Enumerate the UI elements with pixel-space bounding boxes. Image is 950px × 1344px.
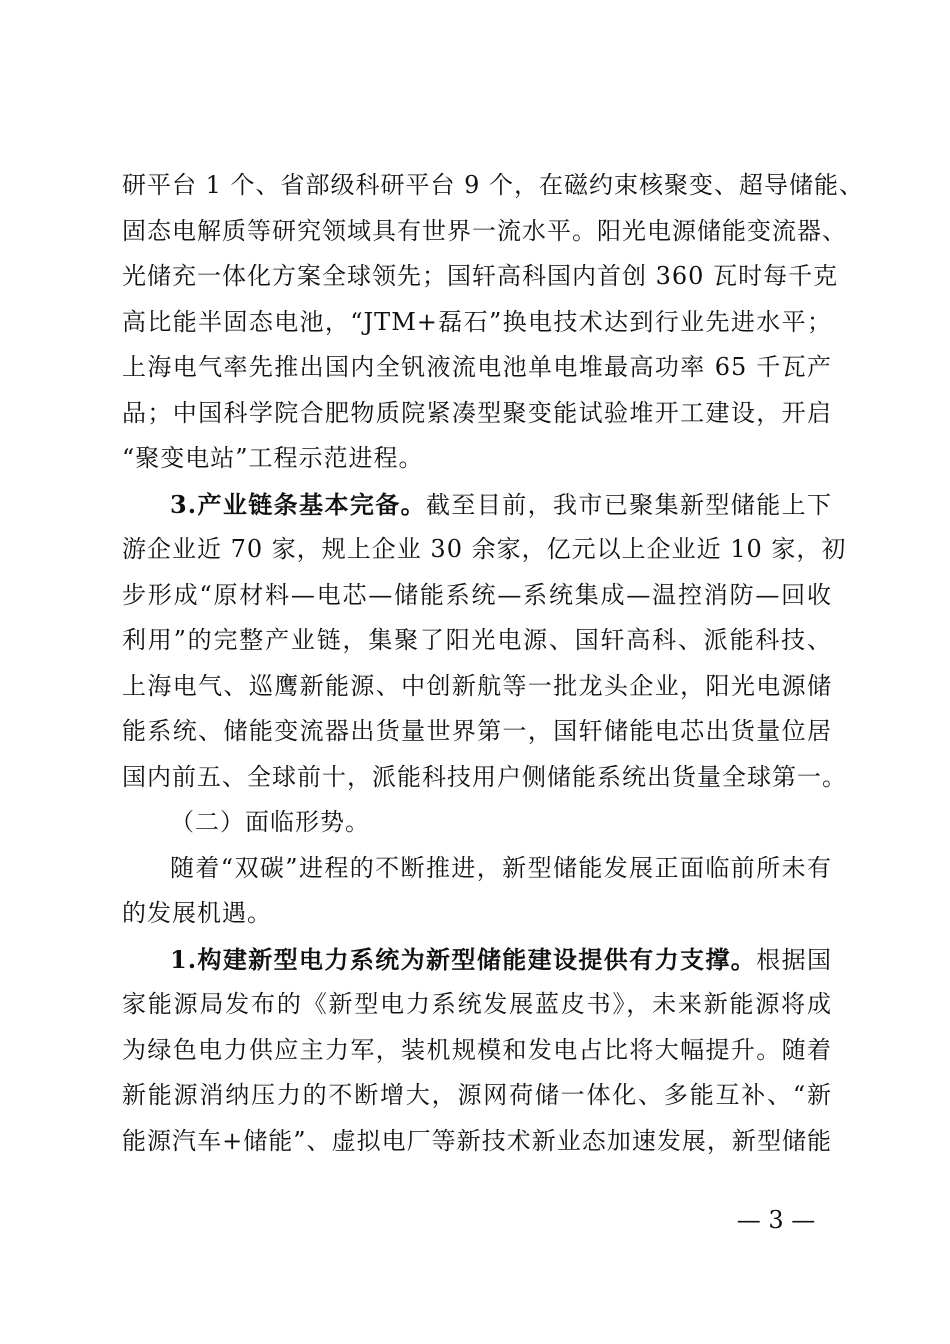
text-line: 固态电解质等研究领域具有世界一流水平。阳光电源储能变流器、: [122, 216, 847, 245]
paragraph-first-line: [122, 937, 832, 983]
text-line: 国内前五、全球前十，派能科技用户侧储能系统出货量全球第一。: [122, 762, 847, 791]
paragraph-lead-text: 截至目前，我市已聚集新型储能上下: [426, 490, 832, 519]
text-line: 光储充一体化方案全球领先；国轩高科国内首创 360 瓦时每千克: [122, 262, 839, 290]
text-line: “聚变电站”工程示范进程。: [122, 444, 424, 472]
text-line: 研平台 1 个、省部级科研平台 9 个，在磁约束核聚变、超导储能、: [122, 171, 865, 199]
text-line: 能系统、储能变流器出货量世界第一，国轩储能电芯出货量位居: [122, 717, 832, 745]
paragraph-heading: 3.产业链条基本完备。: [170, 489, 427, 519]
section-heading: （二）面临形势。: [170, 808, 370, 836]
text-line: 利用”的完整产业链，集聚了阳光电源、国轩高科、派能科技、: [122, 626, 832, 654]
text-line: 上海电气率先推出国内全钒液流电池单电堆最高功率 65 千瓦产: [122, 353, 832, 381]
paragraph-first-line: 随着“双碳”进程的不断推进，新型储能发展正面临前所未有: [170, 853, 832, 882]
text-line: 上海电气、巡鹰新能源、中创新航等一批龙头企业，阳光电源储: [122, 671, 832, 700]
text-line: 为绿色电力供应主力军，装机规模和发电占比将大幅提升。随着: [122, 1035, 832, 1064]
text-line: 新能源消纳压力的不断增大，源网荷储一体化、多能互补、“新: [122, 1081, 832, 1109]
text-line: 品；中国科学院合肥物质院紧凑型聚变能试验堆开工建设，开启: [122, 398, 832, 427]
page-number: — 3 —: [736, 1206, 816, 1234]
paragraph-lead-text: 根据国: [756, 945, 832, 974]
paragraph-first-line: [122, 482, 832, 528]
text-line: 能源汽车+储能”、虚拟电厂等新技术新业态加速发展，新型储能: [122, 1126, 832, 1155]
text-line: 的发展机遇。: [122, 899, 272, 927]
body-text: [122, 163, 865, 1164]
text-line: 步形成“原材料—电芯—储能系统—系统集成—温控消防—回收: [122, 580, 832, 609]
paragraph-heading: 1.构建新型电力系统为新型储能建设提供有力支撑。: [170, 944, 757, 974]
text-line: 高比能半固态电池，“JTM+磊石”换电技术达到行业先进水平；: [122, 307, 832, 336]
text-line: 游企业近 70 家，规上企业 30 余家，亿元以上企业近 10 家，初: [122, 535, 847, 563]
text-line: 家能源局发布的《新型电力系统发展蓝皮书》，未来新能源将成: [122, 990, 832, 1018]
